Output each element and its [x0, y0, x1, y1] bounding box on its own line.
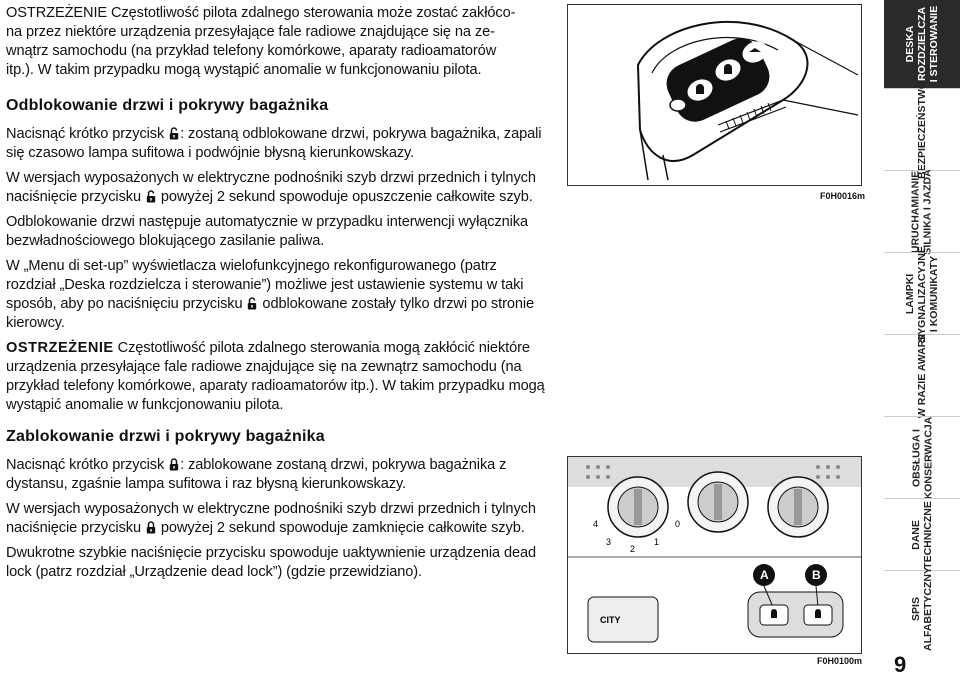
intro-line: na przez niektóre urządzenia przesyłające fale radiowe znajdujące się na ze- [6, 24, 495, 40]
unlock-icon [169, 127, 179, 140]
tab-label: SYGNALIZACYJNE [916, 246, 928, 342]
unlock-paragraph-1 [6, 125, 546, 163]
lock-icon [169, 458, 179, 471]
tab-label: SILNIKA I JAZDA [922, 169, 934, 255]
chapter-tabs [884, 0, 960, 660]
dashboard-figure [567, 456, 862, 654]
unlock-icon [247, 297, 257, 310]
lock-paragraph-3: Dwukrotne szybkie naciśnięcie przycisku spowoduje uaktywnienie urządzenia dead lock (patrz rozdział „Urządzenie dead lock”) (gdzie przewidziano). [6, 545, 537, 580]
text: : zostaną odblokowane drzwi, pokrywa bagażnika, zapali się czasowo lampa sufitowa i podwójnie błysną kierunkowskazy. [6, 126, 542, 161]
tab-emergency[interactable] [884, 334, 960, 417]
tab-safety[interactable] [884, 80, 960, 180]
intro-line: itp.). W takim przypadku mogą wystąpić anomalie w funkcjonowaniu pilota. [6, 62, 482, 78]
tab-label: TECHNICZNE [921, 501, 934, 569]
text: : zablokowane zostaną drzwi, pokrywa bagażnika z dystansu, zgaśnie lampa sufitowa i raz błysną kierunkowskazy. [6, 457, 507, 492]
unlock-warning [6, 339, 546, 415]
figure-code: F0H0100m [817, 656, 863, 666]
dial-number: 1 [654, 537, 660, 547]
tab-label: URUCHAMIANIE [910, 170, 922, 254]
dial-number: 3 [606, 537, 612, 547]
tab-label: BEZPIECZEŃSTWO [916, 80, 929, 180]
label-b: B [812, 568, 821, 582]
unlock-paragraph-2 [6, 169, 546, 207]
text: W wersjach wyposażonych w elektryczne podnośniki szyb drzwi przednich i tylnych naciśnięcie przycisku [6, 170, 536, 205]
lock-paragraph-2 [6, 500, 546, 538]
lock-paragraph-1 [6, 456, 546, 494]
tab-label: LAMPKI [904, 273, 916, 315]
tab-label: I KOMUNIKATY [928, 255, 940, 333]
tab-starting-driving[interactable] [884, 170, 960, 253]
intro-line: OSTRZEŻENIE Częstotliwość pilota zdalnego sterowania może zostać zakłóco- [6, 5, 516, 21]
text: powyżej 2 sekund spowoduje opuszczenie całkowite szyb. [156, 189, 533, 205]
tab-label: SPIS [910, 597, 922, 621]
tab-label: I STEROWANIE [928, 5, 940, 83]
main-text-column [6, 4, 546, 588]
text: powyżej 2 sekund spowoduje zamknięcie całkowite szyb. [156, 520, 525, 536]
unlock-paragraph-3: Odblokowanie drzwi następuje automatycznie w przypadku interwencji wyłącznika bezwładnościowego blokującego zasilanie paliwa. [6, 214, 528, 249]
tab-label: KONSERWACJA [922, 416, 934, 500]
unlock-heading: Odblokowanie drzwi i pokrywy bagażnika [6, 97, 329, 114]
key-fob-illustration [568, 5, 861, 185]
tab-warning-lights[interactable] [884, 246, 960, 342]
lock-icon [146, 521, 156, 534]
unlock-paragraph-4 [6, 257, 546, 333]
tab-label: DESKA [904, 25, 916, 63]
tab-index[interactable] [884, 567, 960, 651]
dial-number: 4 [593, 519, 599, 529]
intro-warning [6, 4, 546, 80]
tab-label: OBSŁUGA I [910, 429, 922, 487]
tab-label: ROZDZIELCZA [916, 6, 928, 82]
dashboard-illustration [568, 457, 861, 653]
warning-label: OSTRZEŻENIE [6, 340, 114, 356]
tab-maintenance[interactable] [884, 416, 960, 499]
text: W „Menu di set-up” wyświetlacza wielofunkcyjnego rekonfigurowanego (patrz rozdział „Deska rozdzielcza i sterowanie”) możliwe jest ustawienie systemu w taki sposób, aby po naciśnięciu przycisku [6, 258, 524, 312]
page-number: 9 [894, 652, 907, 677]
label-a: A [760, 568, 769, 582]
text: odblokowane zostały tylko drzwi po stronie kierowcy. [6, 296, 535, 331]
unlock-icon [146, 190, 156, 203]
lock-heading: Zablokowanie drzwi i pokrywy bagażnika [6, 428, 325, 445]
city-button-label: CITY [600, 615, 621, 625]
text: W wersjach wyposażonych w elektryczne podnośniki szyb drzwi przednich i tylnych naciśnięcie przycisku [6, 501, 536, 536]
text: Częstotliwość pilota zdalnego sterowania mogą zakłócić niektóre urządzenia przesyłające fale radiowe znajdujące się na zewnątrz samochodu (na przykład telefony komórkowe, aparaty radioamatorów itp.). W takim przypadku mogą wystąpić anomalie w funkcjonowaniu pilota. [6, 340, 545, 413]
tab-dashboard-controls[interactable] [884, 0, 960, 88]
tab-label: ALFABETYCZNY [922, 567, 934, 651]
tab-label: DANE [909, 520, 922, 550]
figure-code: F0H0016m [820, 191, 866, 201]
intro-line: wnątrz samochodu (na przykład telefony komórkowe, aparaty radioamatorów [6, 43, 497, 59]
dial-number: 2 [630, 544, 636, 554]
tab-technical-data[interactable] [884, 498, 960, 571]
text: Nacisnąć krótko przycisk [6, 126, 169, 142]
text: Nacisnąć krótko przycisk [6, 457, 169, 473]
key-fob-figure [567, 4, 862, 186]
tab-label: W RAZIE AWARII [916, 333, 929, 419]
dial-number: 0 [675, 519, 681, 529]
